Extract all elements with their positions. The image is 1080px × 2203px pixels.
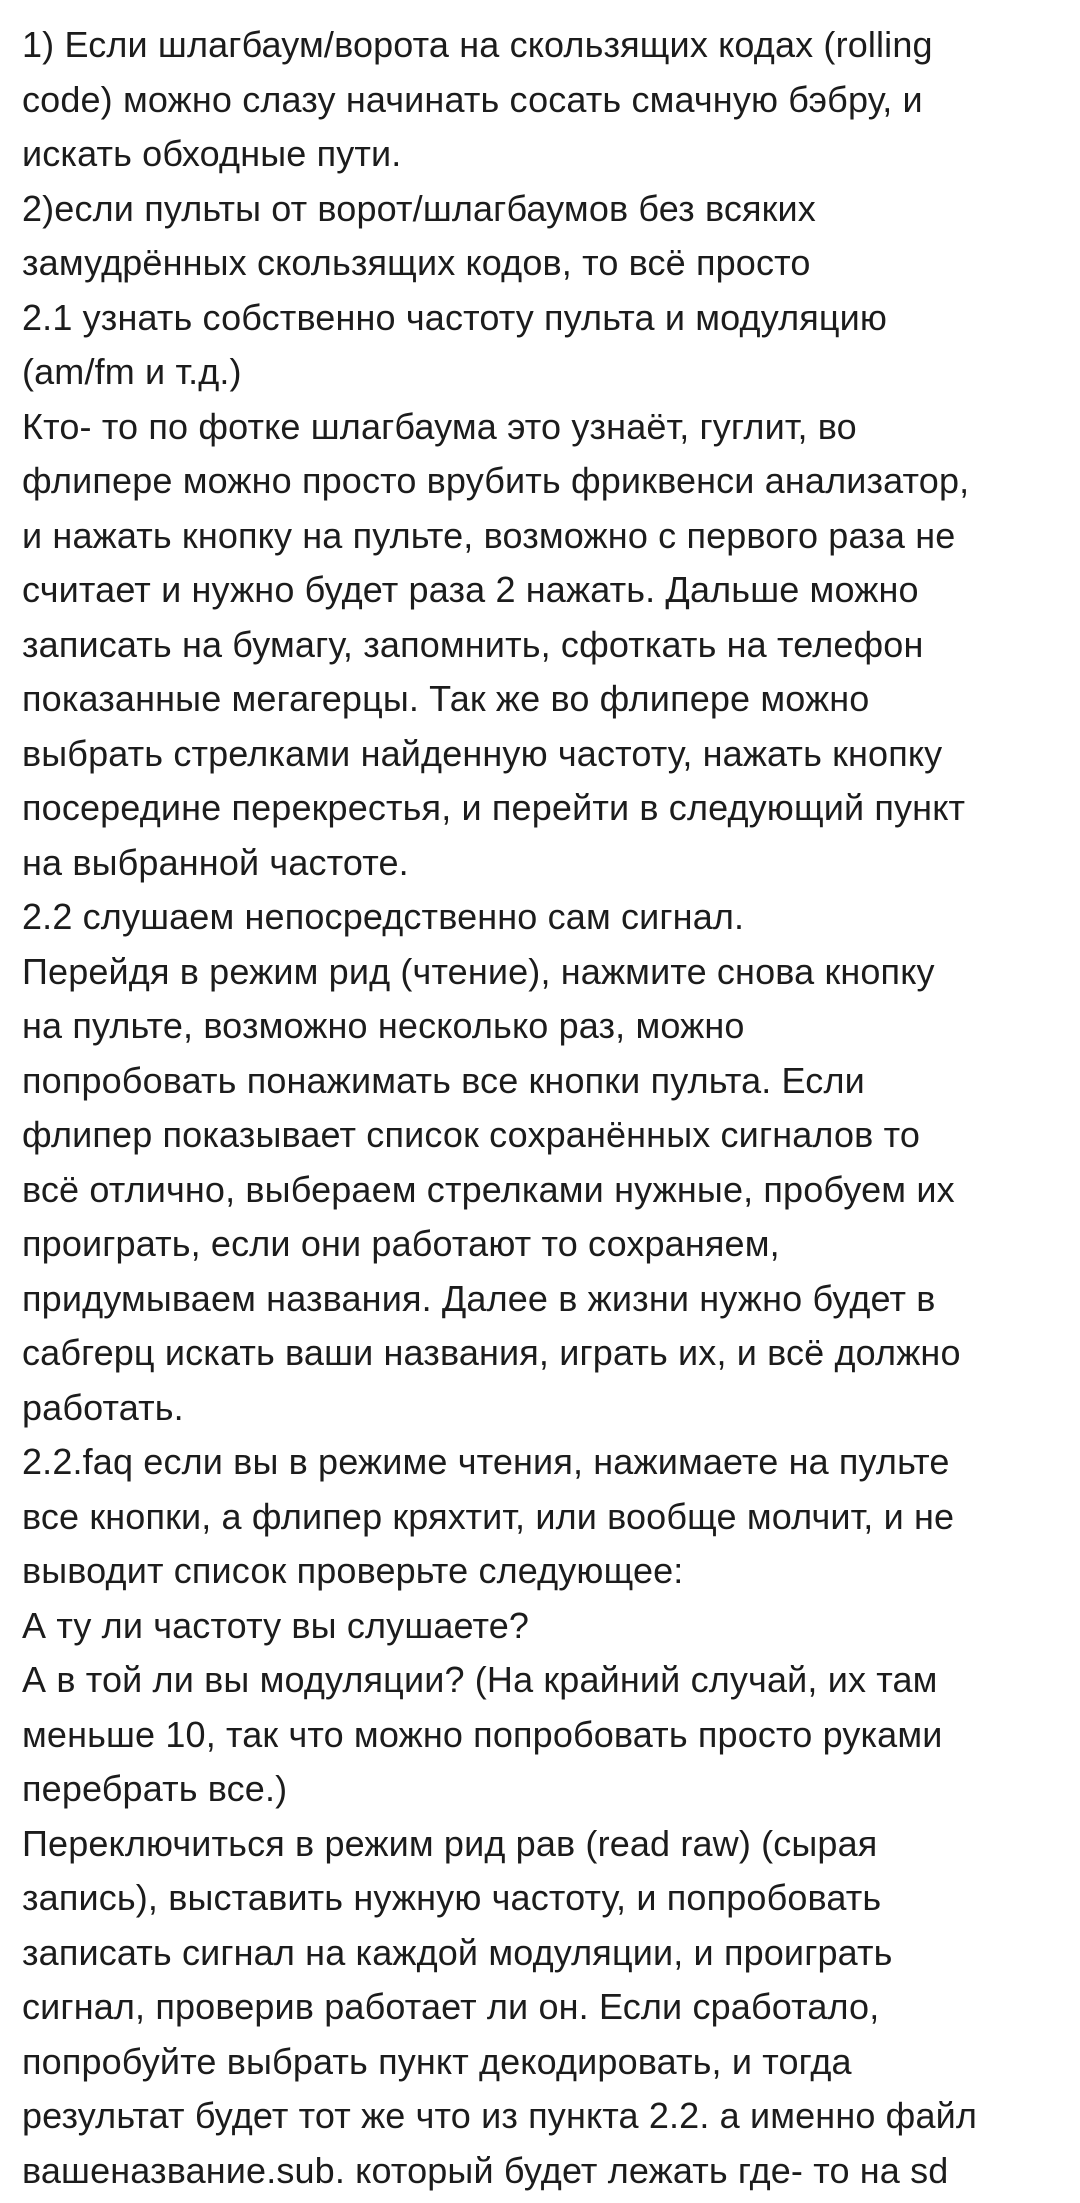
text-line: работать. <box>22 1386 184 1428</box>
text-line: 2.1 узнать собственно частоту пульта и модуляцию <box>22 296 888 338</box>
text-line: А ту ли частоту вы слушаете? <box>22 1604 530 1646</box>
text-line: запись), выставить нужную частоту, и попробовать <box>22 1877 882 1918</box>
text-line: А в той ли вы модуляции? (На крайний случай, их там <box>22 1659 938 1700</box>
text-line: 2.2 слушаем непосредственно сам сигнал. <box>22 896 745 937</box>
text-line: результат будет тот же что из пункта 2.2. а именно файл <box>22 2095 978 2136</box>
text-line: флипере можно просто врубить фриквенси анализатор, <box>22 460 970 501</box>
text-line: выбрать стрелками найденную частоту, нажать кнопку <box>22 732 943 774</box>
text-line: считает и нужно будет раза 2 нажать. Дальше можно <box>22 569 919 610</box>
text-line: 2.2.faq если вы в режиме чтения, нажимаете на пульте <box>22 1441 950 1482</box>
text-line: Кто- то по фотке шлагбаума это узнаёт, гуглит, во <box>22 405 857 447</box>
text-line: посередине перекрестья, и перейти в следующий пункт <box>22 787 966 828</box>
text-line: сигнал, проверив работает ли он. Если сработало, <box>22 1986 880 2027</box>
text-line: проиграть, если они работают то сохраняем, <box>22 1223 780 1264</box>
text-line: замудрённых скользящих кодов, то всё просто <box>22 242 811 283</box>
text-line: выводит список проверьте следующее: <box>22 1550 684 1591</box>
text-line: перебрать все.) <box>22 1768 288 1809</box>
text-line: всё отлично, выбераем стрелками нужные, пробуем их <box>22 1168 955 1210</box>
text-line: придумываем названия. Далее в жизни нужно будет в <box>22 1277 936 1319</box>
text-line: искать обходные пути. <box>22 133 402 174</box>
text-line: меньше 10, так что можно попробовать просто руками <box>22 1713 943 1755</box>
text-line: 1) Если шлагбаум/ворота на скользящих кодах (rolling <box>22 24 933 65</box>
text-line: (am/fm и т.д.) <box>22 351 242 392</box>
text-line: показанные мегагерцы. Так же во флипере можно <box>22 678 870 719</box>
text-line: на выбранной частоте. <box>22 841 409 883</box>
text-line: code) можно слазу начинать сосать смачную бэбру, и <box>22 78 923 120</box>
text-line: Перейдя в режим рид (чтение), нажмите снова кнопку <box>22 950 935 992</box>
text-line: флипер показывает список сохранённых сигналов то <box>22 1114 920 1155</box>
document-body <box>22 18 1067 2198</box>
text-line: сабгерц искать ваши названия, играть их, и всё должно <box>22 1332 961 1373</box>
text-line: все кнопки, а флипер кряхтит, или вообще молчит, и не <box>22 1495 955 1537</box>
text-line: записать сигнал на каждой модуляции, и проиграть <box>22 1931 893 1973</box>
text-line: попробуйте выбрать пункт декодировать, и тогда <box>22 2040 852 2082</box>
text-line: попробовать понажимать все кнопки пульта. Если <box>22 1059 865 1101</box>
text-line: записать на бумагу, запомнить, сфоткать на телефон <box>22 623 924 665</box>
text-line: Переключиться в режим рид рав (read raw) (сырая <box>22 1822 878 1864</box>
text-line: и нажать кнопку на пульте, возможно с первого раза не <box>22 514 956 556</box>
text-line: 2)если пульты от ворот/шлагбаумов без всяких <box>22 187 816 229</box>
text-line: вашеназвание.sub. который будет лежать где- то на sd <box>22 2149 949 2191</box>
text-line: на пульте, возможно несколько раз, можно <box>22 1005 745 1046</box>
